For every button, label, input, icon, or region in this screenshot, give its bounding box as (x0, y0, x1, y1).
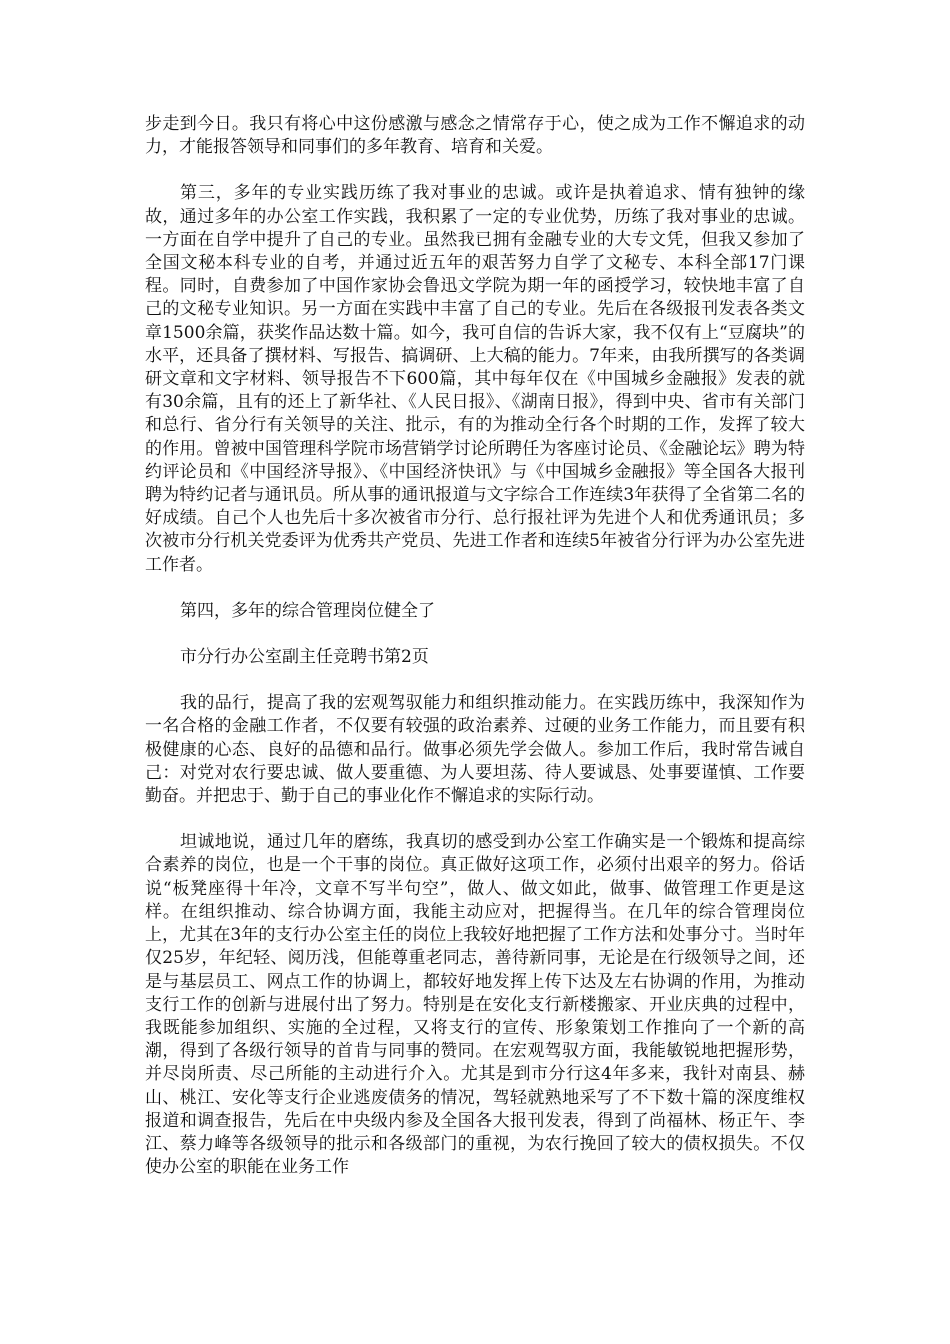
page-marker: 市分行办公室副主任竞聘书第2页 (180, 647, 429, 668)
paragraph-third-point: 第三，多年的专业实践历练了我对事业的忠诚。或许是执着追求、情有独钟的缘故，通过多年的办公室工作实践，我积累了一定的专业优势，历练了我对事业的忠诚。一方面在自学中提升了自己的专业。虽然我已拥有金融专业的大专文凭，但我又参加了全国文秘本科专业的自考，并通过近五年的艰苦努力自学了文秘专、本科全部17门课程。同时，自费参加了中国作家协会鲁迅文学院为期一年的函授学习，较快地丰富了自己的文秘专业知识。另一方面在实践中丰富了自己的专业。先后在各级报刊发表各类文章1500余篇，获奖作品达数十篇。如今，我可自信的告诉大家，我不仅有上“豆腐块”的水平，还具备了撰材料、写报告、搞调研、上大稿的能力。7年来，由我所撰写的各类调研文章和文字材料、领导报告不下600篇，其中每年仅在《中国城乡金融报》发表的就有30余篇，且有的还上了新华社、《人民日报》、《湖南日报》，得到中央、省市有关部门和总行、省分行有关领导的关注、批示，有的为推动全行各个时期的工作，发挥了较大的作用。曾被中国管理科学院市场营销学讨论所聘任为客座讨论员、《金融论坛》聘为特约评论员和《中国经济导报》、《中国经济快讯》与《中国城乡金融报》等全国各大报刊聘为特约记者与通讯员。所从事的通讯报道与文字综合工作连续3年获得了全省第二名的好成绩。自己个人也先后十多次被省市分行、总行报社评为先进个人和优秀通讯员；多次被市分行机关党委评为优秀共产党员、先进工作者和连续5年被省分行评为办公室先进工作者。 (145, 183, 805, 575)
paragraph-character: 我的品行，提高了我的宏观驾驭能力和组织推动能力。在实践历练中，我深知作为一名合格的金融工作者，不仅要有较强的政治素养、过硬的业务工作能力，而且要有积极健康的心态、良好的品德和品行。做事必须先学会做人。参加工作后，我时常告诫自己：对党对农行要忠诚、做人要重德、为人要坦荡、待人要诚恳、处事要谨慎、工作要勤奋。并把忠于、勤于自己的事业化作不懈追求的实际行动。 (145, 693, 805, 807)
document-body (145, 113, 805, 1179)
paragraph-fourth-point-heading: 第四，多年的综合管理岗位健全了 (180, 600, 435, 621)
paragraph-continuation: 步走到今日。我只有将心中这份感激与感念之情常存于心，使之成为工作不懈追求的动力，才能报答领导和同事们的多年教育、培育和关爱。 (145, 114, 805, 158)
paragraph-management-experience: 坦诚地说，通过几年的磨练，我真切的感受到办公室工作确实是一个锻炼和提高综合素养的岗位，也是一个干事的岗位。真正做好这项工作，必须付出艰辛的努力。俗话说“板凳座得十年冷，文章不写半句空”，做人、做文如此，做事、做管理工作更是这样。在组织推动、综合协调方面，我能主动应对，把握得当。在几年的综合管理岗位上，尤其在3年的支行办公室主任的岗位上我较好地把握了工作方法和处事分寸。当时年仅25岁，年纪轻、阅历浅，但能尊重老同志，善待新同事，无论是在行级领导之间，还是与基层员工、网点工作的协调上，都较好地发挥上传下达及左右协调的作用，为推动支行工作的创新与进展付出了努力。特别是在安化支行新楼搬家、开业庆典的过程中，我既能参加组织、实施的全过程，又将支行的宣传、形象策划工作推向了一个新的高潮，得到了各级行领导的首肯与同事的赞同。在宏观驾驭方面，我能敏锐地把握形势，并尽岗所责、尽己所能的主动进行介入。尤其是到市分行这4年多来，我针对南县、赫山、桃江、安化等支行企业逃废债务的情况，驾轻就熟地采写了不下数十篇的深度维权报道和调查报告，先后在中央级内参及全国各大报刊发表，得到了尚福林、杨正午、李江、蔡力峰等各级领导的批示和各级部门的重视，为农行挽回了较大的债权损失。不仅使办公室的职能在业务工作 (145, 832, 805, 1178)
